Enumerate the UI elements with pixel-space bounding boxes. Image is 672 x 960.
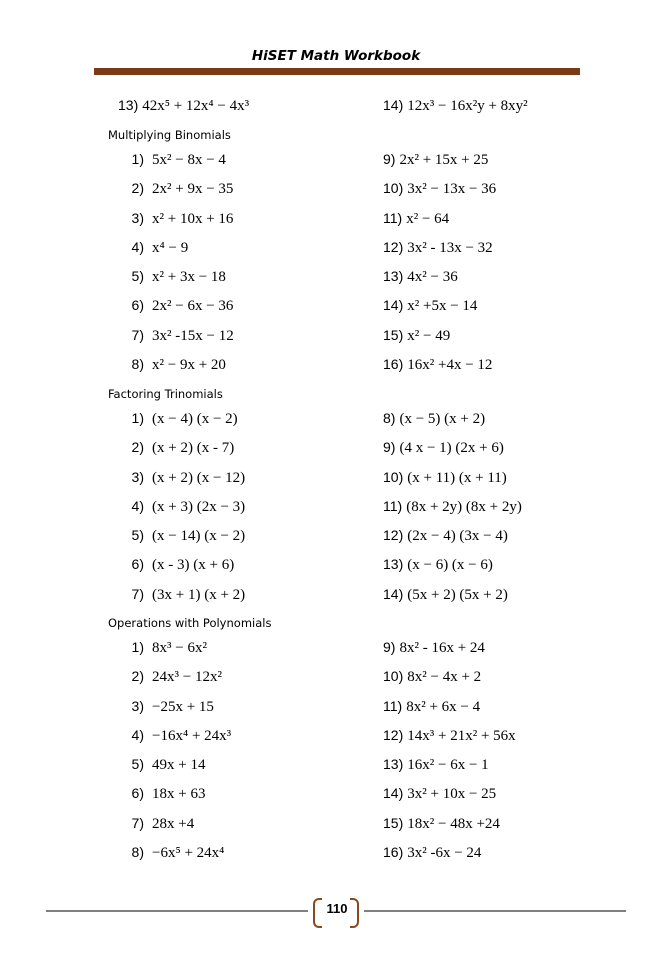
item-number: 7) [131,326,144,343]
item-number: 2) [131,668,144,685]
item-number: 11) [383,497,403,514]
item-number: 7) [131,814,144,831]
item-expression: 3x² -15x − 12 [152,327,234,344]
answer-item [383,782,496,804]
item-expression: x⁴ − 9 [152,239,189,256]
item-expression: 8x² + 6x − 4 [406,698,481,715]
item-expression: 16x² +4x − 12 [407,356,493,373]
item-expression: 28x +4 [152,815,195,832]
item-number: 11) [383,697,403,714]
item-number: 13) [383,556,404,573]
answer-item [383,524,508,546]
item-number: 4) [131,238,144,255]
item-expression: 12x³ − 16x²y + 8xy² [407,98,528,114]
item-expression: 24x³ − 12x² [152,669,222,686]
answer-item [118,324,234,346]
item-expression: 3x² + 10x − 25 [407,786,497,803]
answer-item [118,436,234,458]
answer-item [383,812,500,834]
item-expression: 18x² − 48x +24 [407,815,500,832]
answer-item [383,583,508,605]
item-expression: x² + 10x + 16 [152,210,234,227]
answer-item [383,436,504,458]
item-number: 2) [131,180,144,197]
answer-item [383,665,481,687]
answer-item [118,177,233,199]
section-heading: Multiplying Binomials [108,128,231,142]
item-expression: (x − 14) (x − 2) [152,528,246,544]
item-number: 9) [383,151,396,167]
item-number: 12) [383,726,404,743]
answer-item [118,724,231,746]
item-expression: 2x² + 15x + 25 [399,152,489,168]
item-number: 5) [131,756,144,772]
answer-item [383,177,496,199]
answer-item [118,695,214,717]
answer-item [118,294,233,316]
item-expression: 3x² -6x − 24 [407,844,482,861]
page-number-bracket-left [313,898,322,928]
answer-item [383,636,485,658]
item-expression: 49x + 14 [152,757,206,773]
item-number: 13) [118,97,139,113]
item-number: 5) [131,268,144,284]
item-expression: x² +5x − 14 [407,298,478,315]
item-number: 14) [383,585,404,602]
answer-item [383,495,522,517]
item-expression: −6x⁵ + 24x⁴ [152,844,225,861]
answer-item [118,753,205,775]
item-number: 6) [131,785,144,802]
item-number: 15) [383,814,404,831]
answer-item [383,265,458,287]
item-number: 3) [131,209,144,226]
item-number: 9) [383,639,396,655]
item-number: 1) [131,410,144,426]
footer-rule-right [364,910,626,912]
answer-item [118,665,222,687]
section-heading: Operations with Polynomials [108,616,272,630]
item-expression: (x + 3) (2x − 3) [152,498,246,515]
answer-item [118,636,207,658]
item-expression: (x - 3) (x + 6) [152,557,235,574]
answer-item [383,724,516,746]
item-expression: (x + 11) (x + 11) [407,469,507,486]
answer-item [383,294,477,316]
item-expression: 16x² − 6x − 1 [407,757,489,773]
answer-item [118,407,238,429]
item-expression: 14x³ + 21x² + 56x [407,727,516,744]
footer-rule-left [46,910,308,912]
item-number: 1) [131,639,144,655]
item-number: 16) [383,843,404,860]
item-number: 14) [383,785,404,802]
answer-item [118,583,245,605]
answer-item [383,324,450,346]
item-number: 15) [383,326,404,343]
item-number: 11) [383,209,403,226]
item-number: 8) [131,843,144,860]
answer-item [118,466,245,488]
item-expression: (x + 2) (x − 12) [152,469,246,486]
item-expression: (3x + 1) (x + 2) [152,586,246,603]
item-expression: −16x⁴ + 24x³ [152,727,232,744]
answer-item [118,782,205,804]
item-expression: (5x + 2) (5x + 2) [407,586,508,603]
header-rule [94,68,580,75]
item-expression: 8x² − 4x + 2 [407,669,482,686]
answer-item [118,207,233,229]
item-expression: 4x² − 36 [407,269,458,285]
answer-item [118,841,224,863]
answer-item [118,495,245,517]
answer-item [383,553,493,575]
item-number: 7) [131,585,144,602]
answer-item [118,353,226,375]
answer-item [383,236,493,258]
item-expression: 42x⁵ + 12x⁴ − 4x³ [142,98,250,114]
item-number: 13) [383,268,404,284]
item-number: 12) [383,238,404,255]
item-number: 13) [383,756,404,772]
item-number: 10) [383,468,404,485]
item-expression: (x − 5) (x + 2) [399,411,486,427]
answer-item [383,94,528,116]
answer-item [118,265,226,287]
item-expression: (8x + 2y) (8x + 2y) [406,498,522,515]
item-expression: −25x + 15 [152,698,214,715]
item-number: 4) [131,726,144,743]
item-number: 4) [131,497,144,514]
item-number: 9) [383,439,396,456]
item-expression: x² + 3x − 18 [152,269,226,285]
item-number: 14) [383,297,404,314]
item-number: 2) [131,439,144,456]
item-expression: 5x² − 8x − 4 [152,152,226,168]
item-expression: 8x² - 16x + 24 [399,640,485,656]
item-expression: (2x − 4) (3x − 4) [407,528,508,544]
item-expression: (x + 2) (x - 7) [152,440,235,457]
item-number: 1) [131,151,144,167]
item-number: 5) [131,527,144,543]
item-expression: x² − 64 [406,210,450,227]
answer-item [383,753,489,775]
page-number: 110 [326,901,348,916]
item-expression: 8x³ − 6x² [152,640,207,656]
item-number: 12) [383,527,404,543]
answer-item [383,466,507,488]
item-expression: (4 x − 1) (2x + 6) [399,440,504,457]
answer-item [118,236,188,258]
item-number: 10) [383,668,404,685]
item-number: 3) [131,697,144,714]
item-number: 14) [383,97,404,113]
item-expression: x² − 9x + 20 [152,356,226,373]
item-number: 6) [131,297,144,314]
item-expression: 2x² − 6x − 36 [152,298,234,315]
item-expression: x² − 49 [407,327,451,344]
item-expression: 3x² - 13x − 32 [407,239,493,256]
answer-item [118,812,194,834]
item-number: 8) [131,355,144,372]
page-header-title: HiSET Math Workbook [251,48,421,64]
answer-item [118,524,245,546]
item-number: 10) [383,180,404,197]
answer-item [118,94,249,116]
answer-item [118,148,226,170]
item-expression: (x − 4) (x − 2) [152,411,238,427]
answer-item [383,207,449,229]
answer-item [118,553,234,575]
answer-item [383,695,480,717]
answer-item [383,841,481,863]
item-expression: 18x + 63 [152,786,206,803]
item-expression: 2x² + 9x − 35 [152,181,234,198]
item-expression: (x − 6) (x − 6) [407,557,493,574]
answer-item [383,353,492,375]
item-number: 8) [383,410,396,426]
answer-item [383,148,488,170]
section-heading: Factoring Trinomials [108,387,223,401]
item-expression: 3x² − 13x − 36 [407,181,497,198]
item-number: 16) [383,355,404,372]
answer-item [383,407,485,429]
item-number: 3) [131,468,144,485]
item-number: 6) [131,556,144,573]
